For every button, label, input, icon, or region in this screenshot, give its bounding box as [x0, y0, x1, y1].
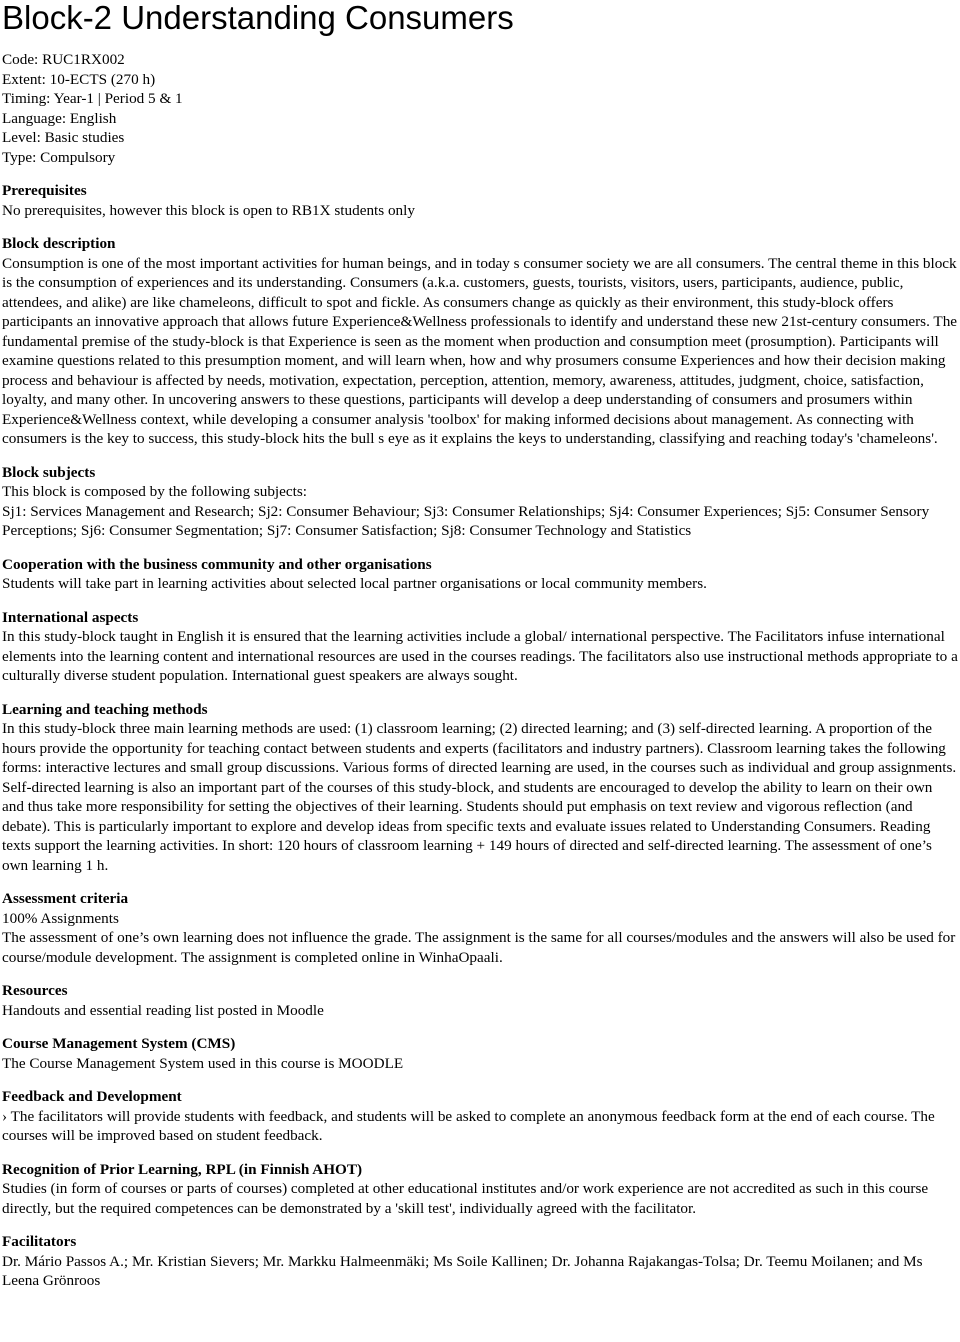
- section-resources: [2, 981, 958, 1020]
- meta-extent: Extent: 10-ECTS (270 h): [2, 70, 156, 88]
- section-learning-methods: [2, 700, 958, 876]
- section-heading: Learning and teaching methods: [2, 700, 208, 718]
- meta-level: Level: Basic studies: [2, 129, 125, 146]
- section-heading: Recognition of Prior Learning, RPL (in Finnish AHOT): [2, 1160, 363, 1178]
- section-block-subjects: [2, 463, 958, 541]
- section-heading: Feedback and Development: [2, 1088, 182, 1105]
- section-cooperation: [2, 555, 958, 594]
- meta-timing: Timing: Year-1 | Period 5 & 1: [2, 90, 183, 107]
- section-prerequisites: [2, 181, 958, 220]
- section-paragraph: Handouts and essential reading list posted in Moodle: [2, 1001, 324, 1019]
- section-paragraph: In this study-block three main learning methods are used: (1) classroom learning; (2) directed learning; and (3) self-directed learning. A proportion of the hours provide the opportunity for teaching contact between students and experts (facilitators and industry partners). Classroom learning takes the following forms: interactive lectures and small group discussions. Various forms of directed learning are used, in the courses such as individual and group assignments. Self-directed learning is also an important part of the courses of this study-block, and students are encouraged to develop the ability to learn on their own and thus take more responsibility for setting the objectives of their learning. Students should put emphasis on text review and vigorous reflection (and debate). This is particularly important to explore and develop ideas from specific texts and evaluate issues related to Understanding Consumers. Reading texts support the learning activities. In short: 120 hours of classroom learning + 149 hours of directed and self-directed learning. The assessment of one’s own learning 1 h.: [2, 720, 957, 874]
- meta-code: Code: RUC1RX002: [2, 51, 125, 68]
- section-paragraph: 100% Assignments: [2, 909, 119, 927]
- section-paragraph: Dr. Mário Passos A.; Mr. Kristian Sievers; Mr. Markku Halmeenmäki; Ms Soile Kallinen; Dr. Johanna Rajakangas-Tolsa; Dr. Teemu Moilanen; and Ms Leena Grönroos: [2, 1252, 923, 1289]
- section-heading: Facilitators: [2, 1233, 77, 1250]
- section-paragraph: This block is composed by the following subjects:: [2, 483, 307, 500]
- section-paragraph: Students will take part in learning activities about selected local partner organisations or local community members.: [2, 575, 707, 592]
- section-heading: Assessment criteria: [2, 890, 129, 907]
- meta-language: Language: English: [2, 109, 117, 127]
- section-heading: Prerequisites: [2, 182, 87, 199]
- section-paragraph: The assessment of one’s own learning does not influence the grade. The assignment is the same for all courses/modules and the answers will also be used for course/module development. The assignment is completed online in WinhaOpaali.: [2, 929, 956, 966]
- section-heading: International aspects: [2, 608, 139, 626]
- section-assessment-criteria: [2, 889, 958, 967]
- section-paragraph: Studies (in form of courses or parts of courses) completed at other educational institutes and/or work experience are not accredited as such in this course directly, but the required competences can be demonstrated by a 'skill test', individually agreed with the facilitator.: [2, 1180, 929, 1217]
- section-cms: [2, 1034, 958, 1073]
- section-facilitators: [2, 1232, 958, 1291]
- section-paragraph: The Course Management System used in this course is MOODLE: [2, 1054, 404, 1072]
- section-paragraph: No prerequisites, however this block is open to RB1X students only: [2, 201, 415, 219]
- course-meta: [2, 50, 958, 167]
- section-paragraph: Sj1: Services Management and Research; Sj2: Consumer Behaviour; Sj3: Consumer Relationships; Sj4: Consumer Experiences; Sj5: Consumer Sensory Perceptions; Sj6: Consumer Segmentation; Sj7: Consumer Satisfaction; Sj8: Consumer Technology and Statistics: [2, 502, 930, 539]
- section-paragraph: In this study-block taught in English it is ensured that the learning activities include a global/ international perspective. The Facilitators infuse international elements into the learning content and international resources are used in the courses readings. The facilitators also use instructional methods appropriate to a culturally diverse student population. International guest speakers are always sought.: [2, 628, 958, 684]
- section-feedback: [2, 1087, 958, 1146]
- section-paragraph: › The facilitators will provide students with feedback, and students will be asked to complete an anonymous feedback form at the end of each course. The courses will be improved based on student feedback.: [2, 1107, 935, 1144]
- document-title: Block-2 Understanding Consumers: [2, 0, 514, 36]
- section-heading: Cooperation with the business community and other organisations: [2, 555, 432, 573]
- section-rpl: [2, 1160, 958, 1219]
- section-block-description: [2, 234, 958, 449]
- section-paragraph: Consumption is one of the most important activities for human beings, and in today s consumer society we are all consumers. The central theme in this block is the consumption of experiences and its understanding. Consumers (a.k.a. customers, guests, tourists, visitors, users, participants, audience, public, attendees, and alike) are like chameleons, difficult to spot and fickle. As consumers change as quickly as their environment, this study-block offers participants an innovative approach that allows future Experience&Wellness professionals to identify and understand these new 21st-century consumers. The fundamental premise of the study-block is that Experience is seen as the moment when production and consumption meet (prosumption). Participants will examine questions related to this presumption moment, and will learn when, how and why prosumers consume Experiences and how their decision making process and behaviour is affected by needs, motivation, expectation, perception, attention, memory, awareness, attitudes, judgment, choice, satisfaction, loyalty, and many other. In uncovering answers to these questions, participants will develop a deep understanding of consumers and prosumers within Experience&Wellness context, while developing a consumer analysis 'toolbox' for making informed decisions about management. As connecting with consumers is the key to success, this study-block hits the bull s eye as it explains the keys to understanding, classifying and reaching today's 'chameleons'.: [2, 254, 958, 447]
- meta-type: Type: Compulsory: [2, 148, 116, 166]
- section-international-aspects: [2, 608, 958, 686]
- section-heading: Block description: [2, 235, 116, 252]
- section-heading: Resources: [2, 982, 68, 999]
- section-heading: Course Management System (CMS): [2, 1035, 236, 1052]
- section-heading: Block subjects: [2, 463, 96, 481]
